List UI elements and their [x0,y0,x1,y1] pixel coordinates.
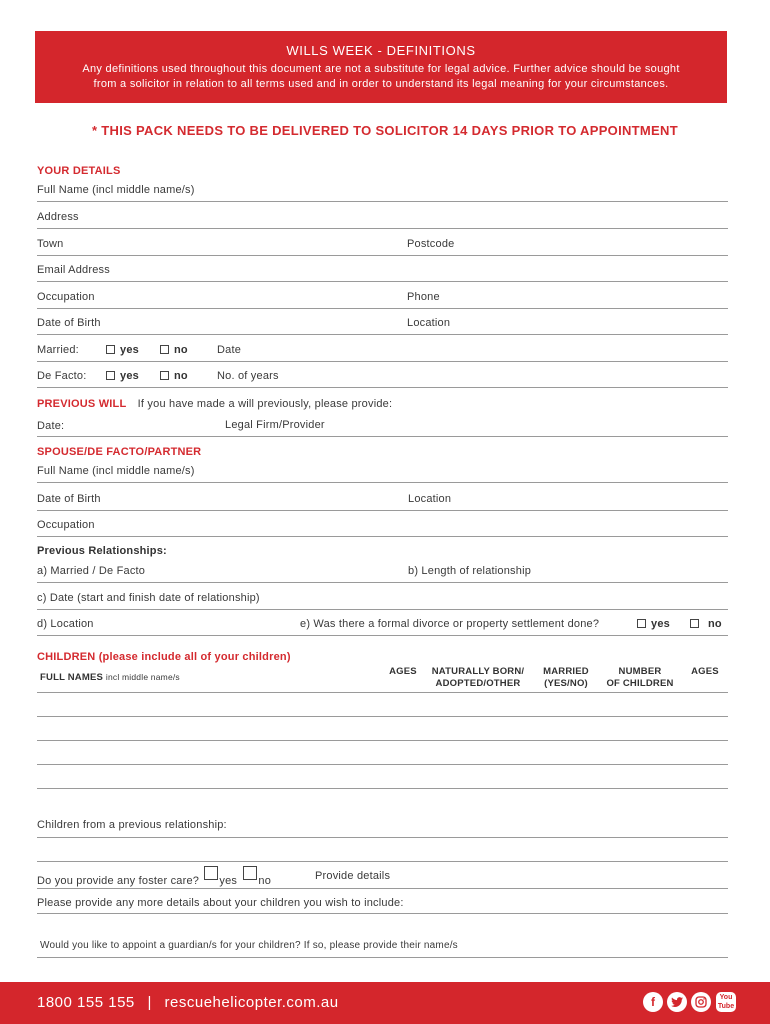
foster-no-label: no [258,875,272,887]
defacto-years-label: No. of years [217,370,279,382]
provide-details-label: Provide details [315,870,391,882]
occupation-label: Occupation [37,291,95,303]
defacto-field[interactable] [37,387,728,388]
spouse-location-label: Location [408,493,452,505]
full-names-column: FULL NAMES incl middle name/s [40,672,180,683]
children-row-line[interactable] [37,740,728,741]
spouse-dob-label: Date of Birth [37,493,101,505]
footer-contact: 1800 155 155 | rescuehelicopter.com.au [37,994,339,1011]
full-name-label: Full Name (incl middle name/s) [37,184,195,196]
defacto-yes[interactable]: yes [106,370,139,382]
banner-line-2: from a solicitor in relation to all terms used and in order to understand its legal meaning for your circumstances. [93,77,669,90]
spouse-heading: SPOUSE/DE FACTO/PARTNER [37,446,202,458]
married-no[interactable]: no [160,344,188,356]
guardian-question: Would you like to appoint a guardian/s for your children? If so, please provide their name/s [40,940,458,951]
town-label: Town [37,238,64,250]
banner-title: WILLS WEEK - DEFINITIONS [286,43,476,58]
footer-bar [0,982,770,1024]
defacto-no-checkbox[interactable] [160,371,169,380]
length-relationship-label: b) Length of relationship [408,565,532,577]
ages-column: AGES [389,666,417,677]
foster-care-field[interactable] [37,888,728,889]
previous-will-date-label: Date: [37,420,65,432]
email-label: Email Address [37,264,110,276]
occupation-phone-field[interactable] [37,308,728,309]
divorce-yes[interactable]: yes [637,618,670,630]
relationship-date-label: c) Date (start and finish date of relationship) [37,592,260,604]
divorce-no-checkbox[interactable] [690,619,699,628]
divorce-question: e) Was there a formal divorce or property settlement done? [300,618,600,630]
definitions-banner [35,31,727,103]
previous-relationship-children-field[interactable] [37,837,728,838]
address-field[interactable] [37,228,728,229]
full-name-field[interactable] [37,201,728,202]
address-label: Address [37,211,79,223]
married-defacto-label: a) Married / De Facto [37,565,146,577]
relationship-location-label: d) Location [37,618,94,630]
defacto-yes-checkbox[interactable] [106,371,115,380]
defacto-no[interactable]: no [160,370,188,382]
previous-relationship-children-label: Children from a previous relationship: [37,819,227,831]
foster-care-question: Do you provide any foster care? [37,875,200,887]
email-field[interactable] [37,281,728,282]
spouse-dob-field[interactable] [37,510,728,511]
spouse-occupation-field[interactable] [37,536,728,537]
married-yes[interactable]: yes [106,344,139,356]
youtube-icon[interactable]: You Tube [717,994,735,1010]
footer-phone[interactable]: 1800 155 155 [37,994,135,1011]
number-of-children-column: NUMBER OF CHILDREN [606,666,674,689]
spouse-full-name-field[interactable] [37,482,728,483]
ages-2-column: AGES [691,666,719,677]
children-row-line[interactable] [37,788,728,789]
legal-firm-label: Legal Firm/Provider [225,419,325,431]
more-details-label: Please provide any more details about your children you wish to include: [37,897,404,909]
your-details-heading: YOUR DETAILS [37,165,121,177]
married-column: MARRIED (YES/NO) [543,666,589,689]
banner-line-1: Any definitions used throughout this document are not a substitute for legal advice. Further advice should be sought [82,63,680,75]
facebook-icon[interactable]: f [643,992,663,1012]
location-label: Location [407,317,451,329]
previous-will-heading: PREVIOUS WILL [37,398,127,410]
children-row-line[interactable] [37,764,728,765]
postcode-label: Postcode [407,238,455,250]
previous-will-row [37,398,392,410]
married-field[interactable] [37,361,728,362]
foster-yes-label: yes [219,875,238,887]
divorce-yes-checkbox[interactable] [637,619,646,628]
footer-website[interactable]: rescuehelicopter.com.au [164,994,339,1011]
spouse-occupation-label: Occupation [37,519,95,531]
instagram-icon[interactable] [691,992,711,1012]
guardian-field[interactable] [37,957,728,958]
children-row-line[interactable] [37,692,728,693]
children-heading: CHILDREN (please include all of your children) [37,651,291,663]
foster-yes-checkbox[interactable] [204,866,218,880]
twitter-icon[interactable] [667,992,687,1012]
town-postcode-field[interactable] [37,255,728,256]
relationship-date-field[interactable] [37,609,728,610]
divorce-no[interactable]: no [690,618,722,630]
dob-label: Date of Birth [37,317,101,329]
previous-will-prompt: If you have made a will previously, please provide: [137,398,393,410]
delivery-notice: * THIS PACK NEEDS TO BE DELIVERED TO SOLICITOR 14 DAYS PRIOR TO APPOINTMENT [92,123,678,138]
married-label: Married: [37,344,79,356]
previous-will-field[interactable] [37,436,728,437]
phone-label: Phone [407,291,440,303]
children-row-line[interactable] [37,716,728,717]
previous-relationships-label: Previous Relationships: [37,545,167,557]
defacto-label: De Facto: [37,370,87,382]
married-date-label: Date [217,344,242,356]
foster-no-checkbox[interactable] [243,866,257,880]
naturally-born-column: NATURALLY BORN/ ADOPTED/OTHER [431,666,525,689]
dob-location-field[interactable] [37,334,728,335]
married-yes-checkbox[interactable] [106,345,115,354]
foster-care-row [37,866,272,887]
relationship-a-b-field[interactable] [37,582,728,583]
spouse-full-name-label: Full Name (incl middle name/s) [37,465,195,477]
married-no-checkbox[interactable] [160,345,169,354]
more-details-field[interactable] [37,913,728,914]
relationship-location-field[interactable] [37,635,728,636]
previous-relationship-children-field-2[interactable] [37,861,728,862]
